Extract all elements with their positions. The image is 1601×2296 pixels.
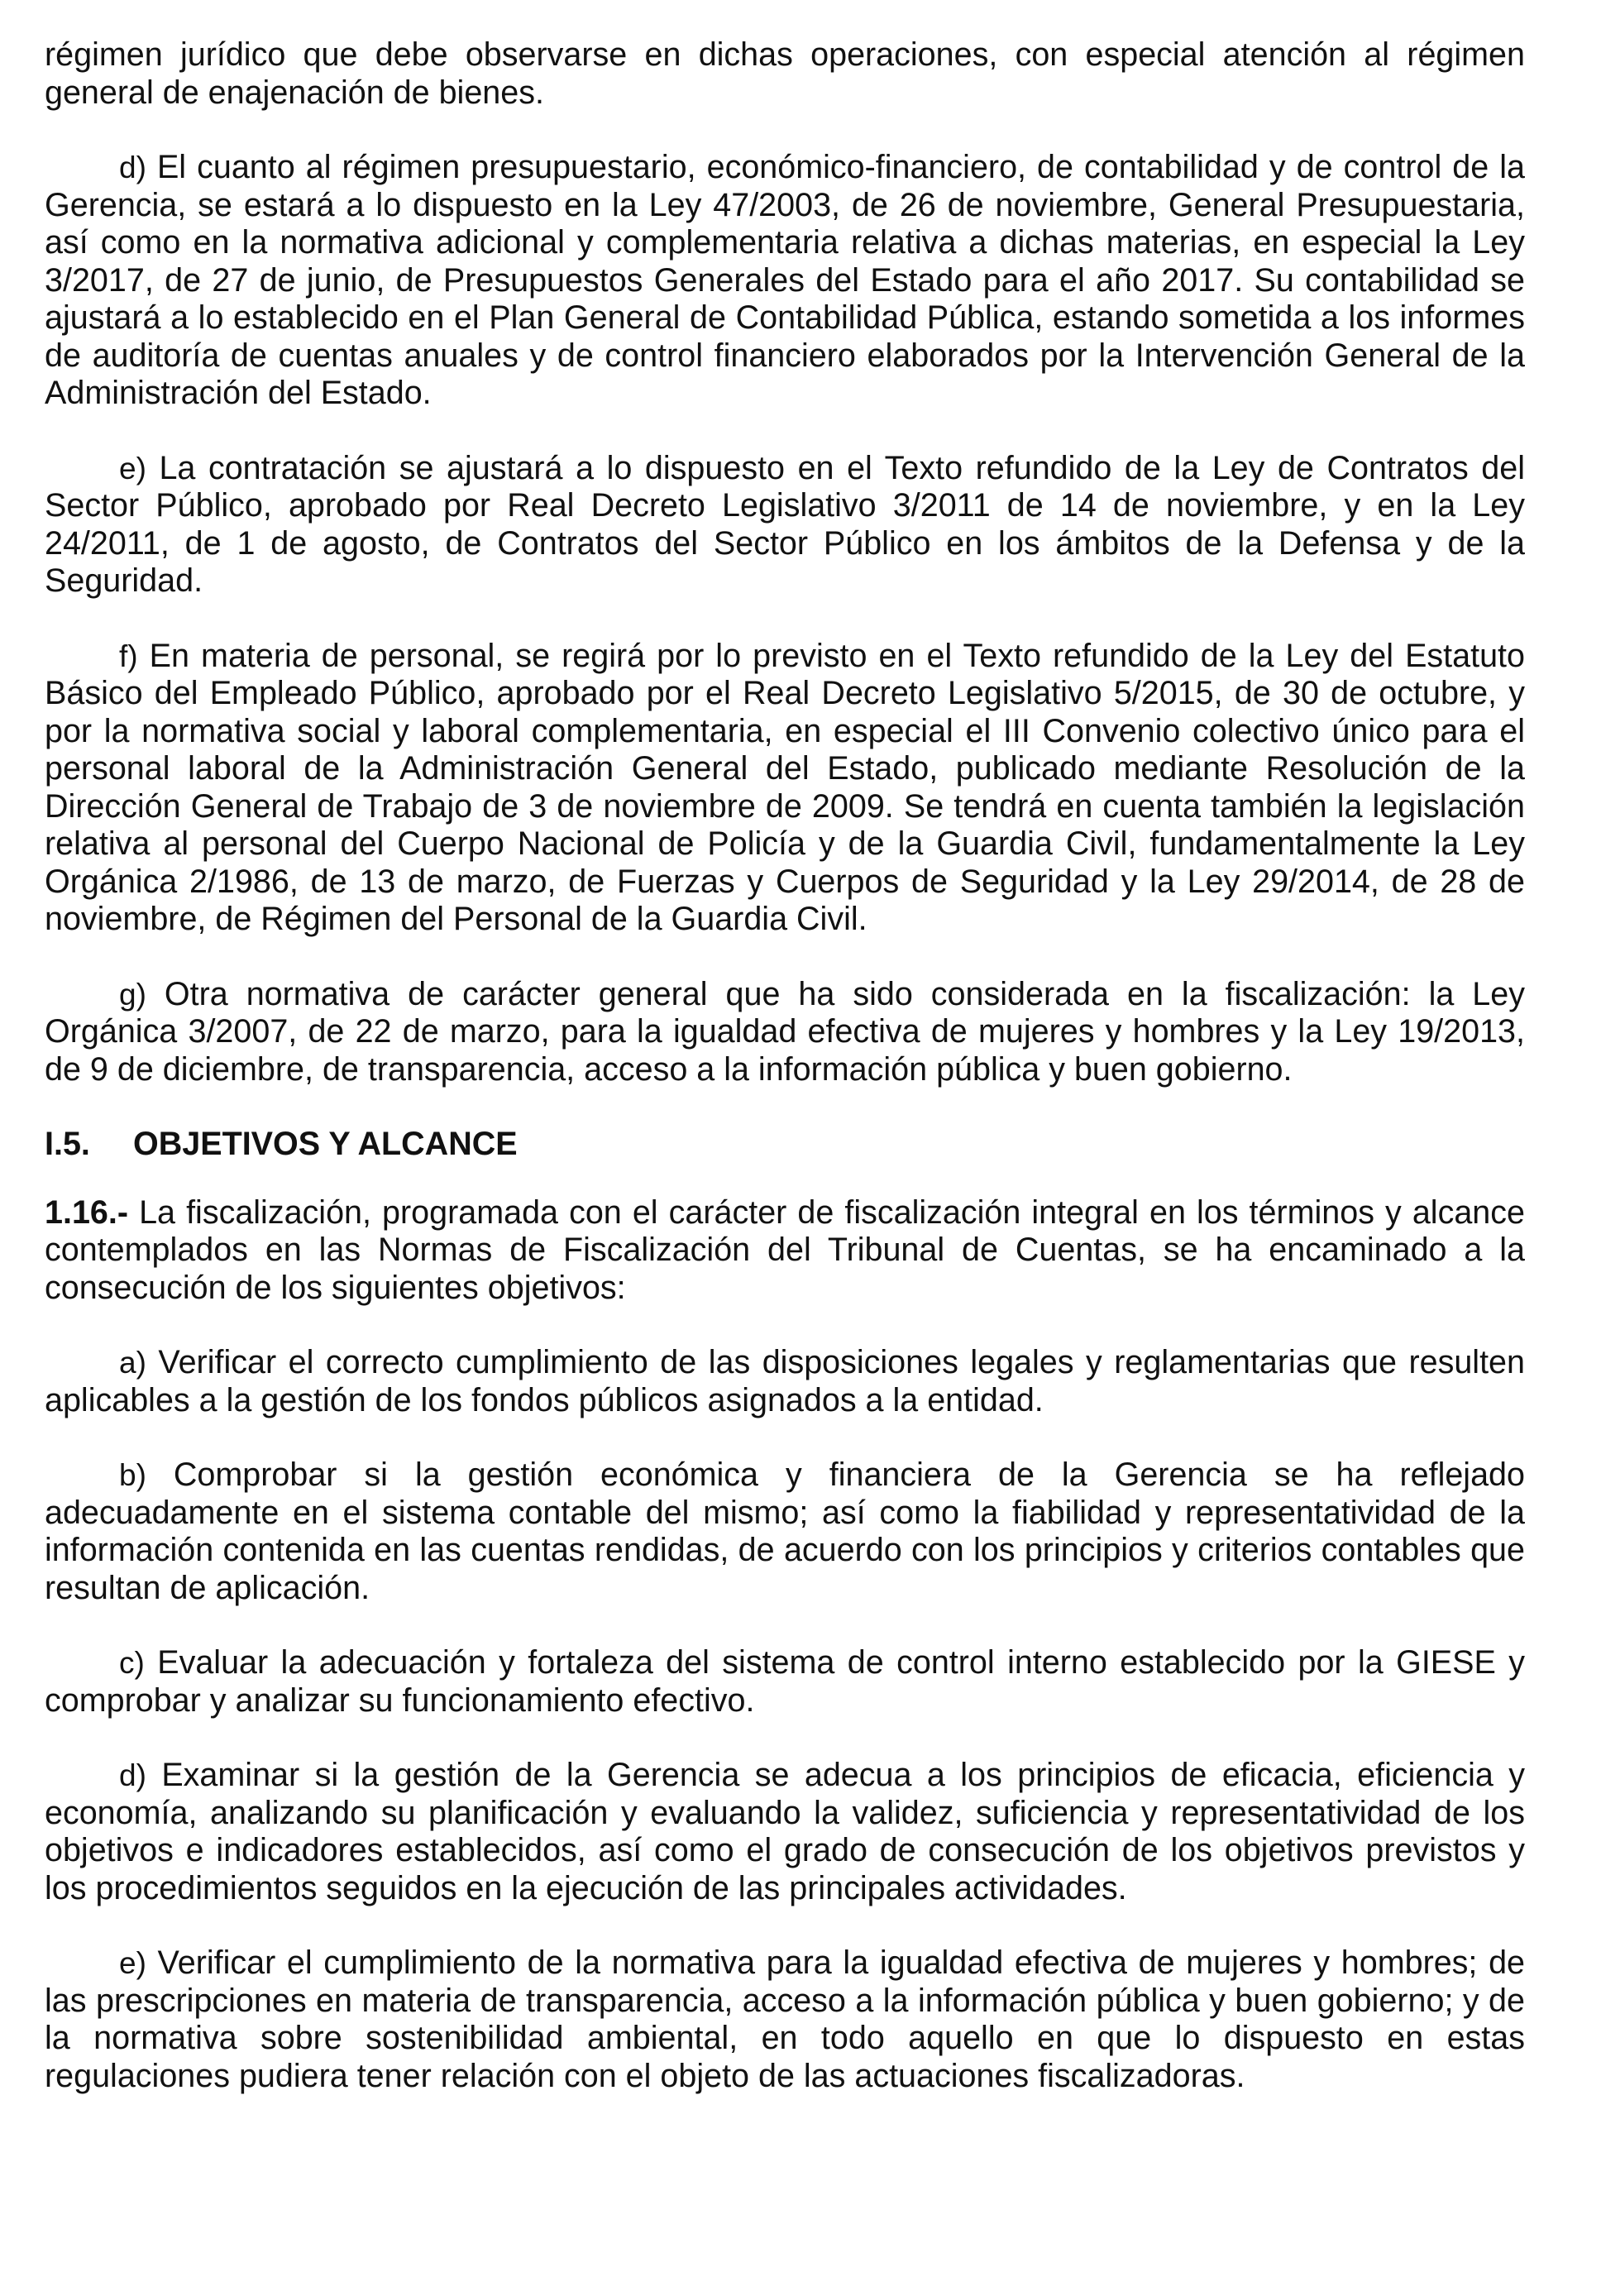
objective-b	[45, 1457, 1525, 1607]
paragraph-text: El cuanto al régimen presupuestario, económico-financiero, de contabilidad y de control de la Gerencia, se estará a lo dispuesto en la Ley 47/2003, de 26 de noviembre, General Presupuestaria, así como en la normativa adicional y complementaria relativa a dichas materias, en especial la Ley 3/2017, de 27 de junio, de Presupuestos Generales del Estado para el año 2017. Su contabilidad se ajustará a lo establecido en el Plan General de Contabilidad Pública, estando sometida a los informes de auditoría de cuentas anuales y de control financiero elaborados por la Intervención General de la Administración del Estado.	[45, 149, 1525, 411]
item-label: b)	[119, 1458, 146, 1492]
paragraph-continuation	[45, 36, 1525, 112]
paragraph-text: Verificar el cumplimiento de la normativa para la igualdad efectiva de mujeres y hombres; de las prescripciones en materia de transparencia, acceso a la información pública y buen gobierno; y de la normativa sobre sostenibilidad ambiental, en todo aquello en que lo dispuesto en estas regulaciones pudiera tener relación con el objeto de las actuaciones fiscalizadoras.	[45, 1944, 1525, 2094]
paragraph-text: Evaluar la adecuación y fortaleza del sistema de control interno establecido por la GIESE y comprobar y analizar su funcionamiento efectivo.	[45, 1644, 1525, 1719]
document-page	[45, 36, 1525, 2132]
paragraph-text: régimen jurídico que debe observarse en dichas operaciones, con especial atención al régimen general de enajenación de bienes.	[45, 36, 1525, 111]
paragraph-text: La contratación se ajustará a lo dispuesto en el Texto refundido de la Ley de Contratos del Sector Público, aprobado por Real Decreto Legislativo 3/2011 de 14 de noviembre, y en la Ley 24/2011, de 1 de agosto, de Contratos del Sector Público en los ámbitos de la Defensa y de la Seguridad.	[45, 449, 1525, 599]
paragraph-text: Examinar si la gestión de la Gerencia se adecua a los principios de eficacia, eficiencia y economía, analizando su planificación y evaluando la validez, suficiencia y representatividad de los objetivos e indicadores establecidos, así como el grado de consecución de los objetivos previstos y los procedimientos seguidos en la ejecución de las principales actividades.	[45, 1757, 1525, 1906]
paragraph-text: En materia de personal, se regirá por lo previsto en el Texto refundido de la Ley del Estatuto Básico del Empleado Público, aprobado por el Real Decreto Legislativo 5/2015, de 30 de octubre, y por la normativa social y laboral complementaria, en especial el III Convenio colectivo único para el personal laboral de la Administración General del Estado, publicado mediante Resolución de la Dirección General de Trabajo de 3 de noviembre de 2009. Se tendrá en cuenta también la legislación relativa al personal del Cuerpo Nacional de Policía y de la Guardia Civil, fundamentalmente la Ley Orgánica 2/1986, de 13 de marzo, de Fuerzas y Cuerpos de Seguridad y la Ley 29/2014, de 28 de noviembre, de Régimen del Personal de la Guardia Civil.	[45, 637, 1525, 937]
paragraph-intro-objectives	[45, 1194, 1525, 1308]
item-label: d)	[119, 1758, 146, 1792]
paragraph-text: Verificar el correcto cumplimiento de las disposiciones legales y reglamentarias que resulten aplicables a la gestión de los fondos públicos asignados a la entidad.	[45, 1344, 1525, 1418]
paragraph-f-personnel	[45, 638, 1525, 939]
paragraph-e-contracting	[45, 450, 1525, 600]
objective-c	[45, 1644, 1525, 1720]
item-label: f)	[119, 639, 138, 673]
paragraph-text: La fiscalización, programada con el carácter de fiscalización integral en los términos y alcance contemplados en las Normas de Fiscalización del Tribunal de Cuentas, se ha encaminado a la consecución de los siguientes objetivos:	[45, 1193, 1525, 1306]
item-label: e)	[119, 1946, 146, 1980]
section-title: OBJETIVOS Y ALCANCE	[133, 1126, 518, 1162]
item-label: g)	[119, 977, 146, 1012]
item-label: d)	[119, 151, 146, 184]
item-label: c)	[119, 1646, 145, 1680]
paragraph-number: 1.16.-	[45, 1193, 129, 1231]
objective-d	[45, 1757, 1525, 1907]
section-number: I.5.	[45, 1126, 90, 1162]
objective-e	[45, 1944, 1525, 2095]
paragraph-g-general-regulation	[45, 976, 1525, 1089]
item-label: a)	[119, 1346, 146, 1380]
paragraph-d-budget	[45, 149, 1525, 413]
paragraph-text: Otra normativa de carácter general que ha sido considerada en la fiscalización: la Ley Orgánica 3/2007, de 22 de marzo, para la igualdad efectiva de mujeres y hombres y la Ley 19/2013, de 9 de diciembre, de transparencia, acceso a la información pública y buen gobierno.	[45, 975, 1525, 1088]
objective-a	[45, 1344, 1525, 1419]
section-heading	[45, 1126, 1525, 1164]
paragraph-text: Comprobar si la gestión económica y financiera de la Gerencia se ha reflejado adecuadamente en el sistema contable del mismo; así como la fiabilidad y representatividad de la información contenida en las cuentas rendidas, de acuerdo con los principios y criterios contables que resultan de aplicación.	[45, 1457, 1525, 1606]
item-label: e)	[119, 451, 146, 486]
